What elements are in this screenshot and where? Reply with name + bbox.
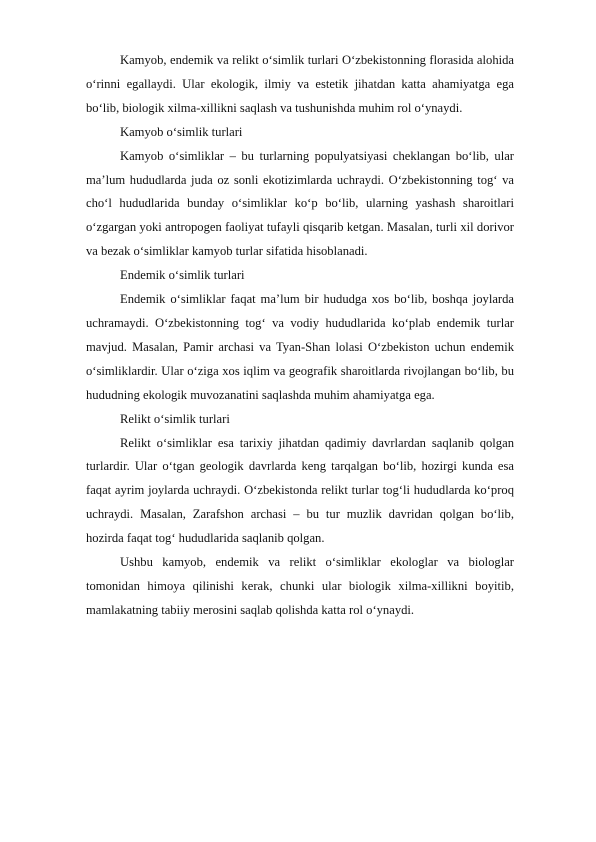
section-heading-rare: Kamyob oʻsimlik turlari (120, 124, 243, 139)
section-paragraph-rare: Kamyob oʻsimliklar – bu turlarning populyatsiyasi cheklangan boʻlib, ular maʼlum hududlarda juda oz sonli ekotizimlarda uchraydi. Oʻzbekistonning togʻ va choʻl hududlarida bunday oʻsimliklar koʻp boʻlib, ularning yashash sharoitlari oʻzgargan yoki antropogen faoliyat tufayli qisqarib ketgan. Masalan, turli xil dorivor va bezak oʻsimliklar kamyob turlar sifatida hisoblanadi. (86, 148, 514, 259)
section-heading-relict: Relikt oʻsimlik turlari (120, 411, 230, 426)
section-heading-endemic: Endemik oʻsimlik turlari (120, 268, 245, 283)
intro-paragraph: Kamyob, endemik va relikt oʻsimlik turlari Oʻzbekistonning florasida alohida oʻrinni egallaydi. Ular ekologik, ilmiy va estetik jihatdan katta ahamiyatga ega boʻlib, biologik xilma-xillikni saqlash va tushunishda muhim rol oʻynaydi. (86, 53, 514, 115)
document-body (86, 49, 514, 623)
section-paragraph-relict: Relikt oʻsimliklar esa tarixiy jihatdan qadimiy davrlardan saqlanib qolgan turlardir. Ular oʻtgan geologik davrlarda keng tarqalgan boʻlib, hozirgi kunda esa faqat ayrim joylarda uchraydi. Oʻzbekistonda relikt turlar togʻli hududlarda koʻproq uchraydi. Masalan, Zarafshon archasi – bu tur muzlik davridan qolgan boʻlib, hozirda faqat togʻ hududlarida saqlanib qolgan. (86, 435, 514, 546)
conclusion-paragraph: Ushbu kamyob, endemik va relikt oʻsimliklar ekologlar va biologlar tomonidan himoya qilinishi kerak, chunki ular biologik xilma-xillikni boyitib, mamlakatning tabiiy merosini saqlab qolishda katta rol oʻynaydi. (86, 555, 514, 617)
section-paragraph-endemic: Endemik oʻsimliklar faqat maʼlum bir hududga xos boʻlib, boshqa joylarda uchramaydi. Oʻzbekistonning togʻ va vodiy hududlarida koʻplab endemik turlar mavjud. Masalan, Pamir archasi va Tyan-Shan lolasi Oʻzbekiston uchun endemik oʻsimliklardir. Ular oʻziga xos iqlim va geografik sharoitlarda rivojlangan boʻlib, bu hududning ekologik muvozanatini saqlashda muhim ahamiyatga ega. (86, 292, 514, 402)
